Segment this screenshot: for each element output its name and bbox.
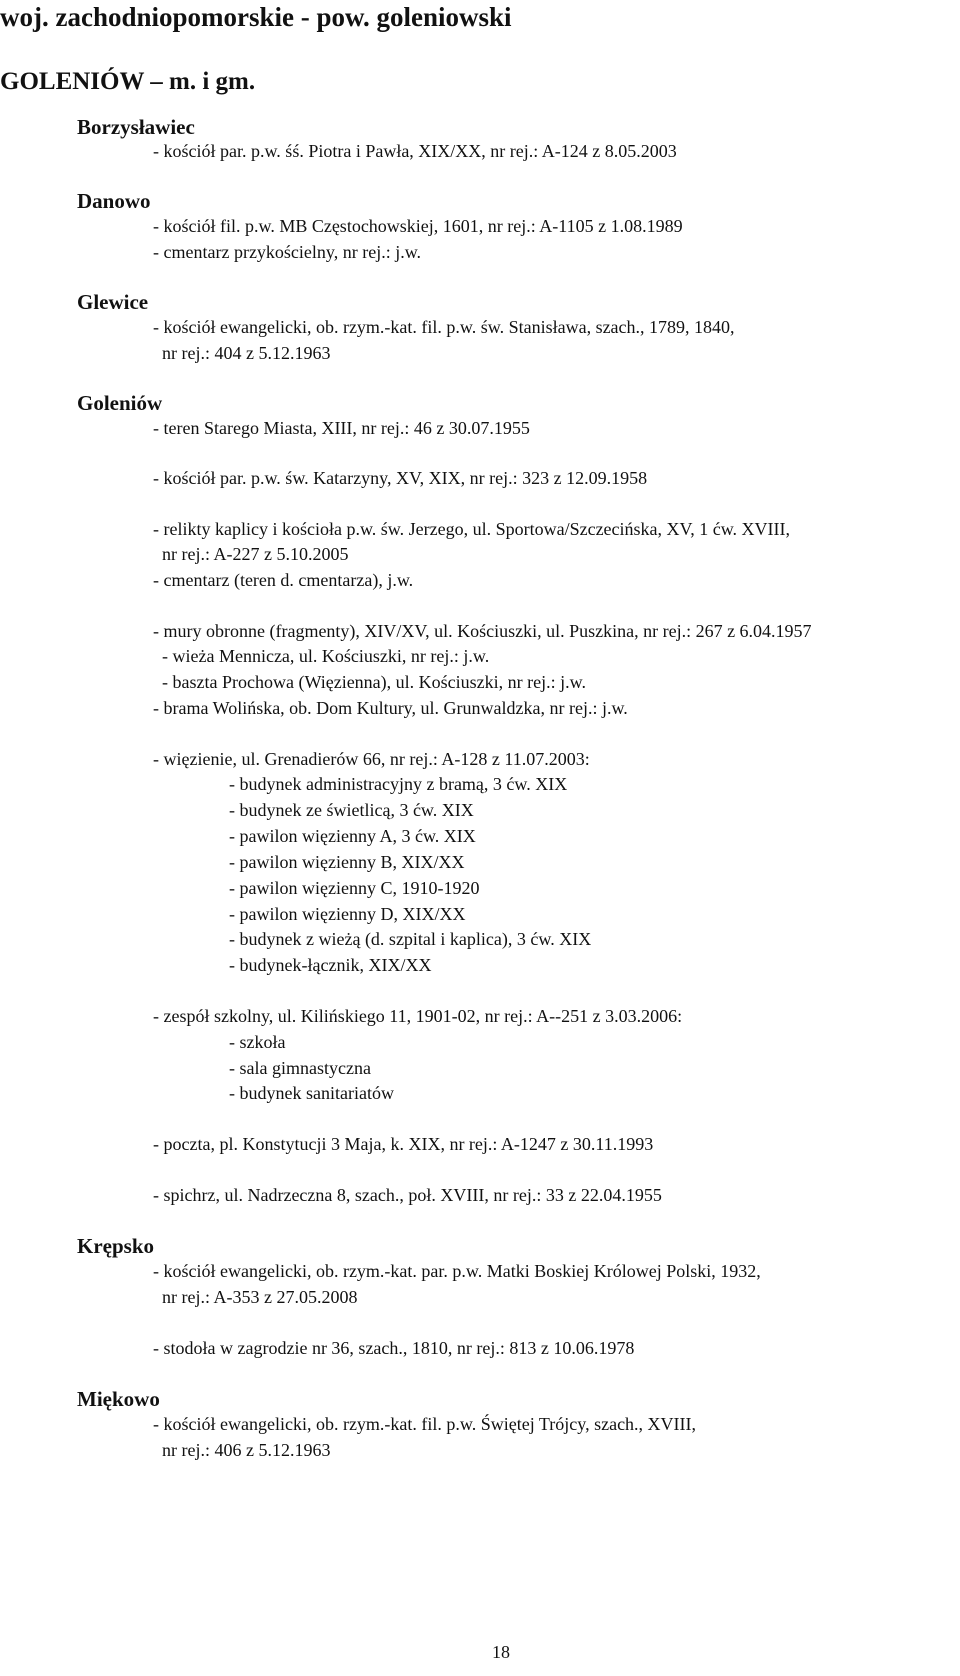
entry-line: - kościół par. p.w. śś. Piotra i Pawła, XIX/XX, nr rej.: A-124 z 8.05.2003	[153, 141, 677, 161]
entry-line: - kościół ewangelicki, ob. rzym.-kat. fil. p.w. św. Stanisława, szach., 1789, 1840,	[153, 317, 735, 337]
region-header: woj. zachodniopomorskie - pow. goleniowski	[0, 2, 512, 32]
entry-subline: - wieża Mennicza, ul. Kościuszki, nr rej.: j.w.	[162, 646, 490, 666]
entry-line: - teren Starego Miasta, XIII, nr rej.: 46 z 30.07.1955	[153, 418, 530, 438]
entry-line-continued: nr rej.: 406 z 5.12.1963	[162, 1440, 331, 1460]
entry-line: - kościół ewangelicki, ob. rzym.-kat. fil. p.w. Świętej Trójcy, szach., XVIII,	[153, 1414, 697, 1434]
entry-subline: - pawilon więzienny B, XIX/XX	[229, 852, 465, 872]
locality-krepsko: Krępsko	[77, 1234, 155, 1258]
entry-subline: - pawilon więzienny A, 3 ćw. XIX	[229, 826, 476, 846]
entry-subline: - sala gimnastyczna	[229, 1058, 371, 1078]
entry-subline: - pawilon więzienny D, XIX/XX	[229, 904, 466, 924]
entry-line: - relikty kaplicy i kościoła p.w. św. Jerzego, ul. Sportowa/Szczecińska, XV, 1 ćw. XVIII,	[153, 519, 791, 539]
entry-line: - zespół szkolny, ul. Kilińskiego 11, 1901-02, nr rej.: A--251 z 3.03.2006:	[153, 1006, 683, 1026]
entry-line: - kościół ewangelicki, ob. rzym.-kat. par. p.w. Matki Boskiej Królowej Polski, 1932,	[153, 1261, 761, 1281]
entry-subline: - budynek ze świetlicą, 3 ćw. XIX	[229, 800, 474, 820]
entry-subline: - budynek-łącznik, XIX/XX	[229, 955, 432, 975]
entry-subline: - szkoła	[229, 1032, 286, 1052]
locality-miekowo: Miękowo	[77, 1387, 160, 1411]
locality-danowo: Danowo	[77, 189, 151, 213]
entry-line-continued: nr rej.: 404 z 5.12.1963	[162, 343, 331, 363]
entry-line: - brama Wolińska, ob. Dom Kultury, ul. Grunwaldzka, nr rej.: j.w.	[153, 698, 628, 718]
entry-subline: - baszta Prochowa (Więzienna), ul. Kościuszki, nr rej.: j.w.	[162, 672, 586, 692]
municipality-heading: GOLENIÓW – m. i gm.	[0, 68, 256, 95]
page-number: 18	[492, 1642, 510, 1662]
locality-borzyslawiec: Borzysławiec	[77, 115, 195, 139]
entry-line: - cmentarz przykościelny, nr rej.: j.w.	[153, 242, 422, 262]
entry-line: - cmentarz (teren d. cmentarza), j.w.	[153, 570, 414, 590]
locality-goleniow: Goleniów	[77, 391, 163, 415]
entry-line: - kościół fil. p.w. MB Częstochowskiej, 1601, nr rej.: A-1105 z 1.08.1989	[153, 216, 683, 236]
entry-line: - mury obronne (fragmenty), XIV/XV, ul. Kościuszki, ul. Puszkina, nr rej.: 267 z 6.04.1957	[153, 621, 812, 641]
entry-line: - więzienie, ul. Grenadierów 66, nr rej.: A-128 z 11.07.2003:	[153, 749, 590, 769]
entry-line-continued: nr rej.: A-353 z 27.05.2008	[162, 1287, 358, 1307]
locality-glewice: Glewice	[77, 290, 149, 314]
entry-subline: - budynek administracyjny z bramą, 3 ćw. XIX	[229, 774, 568, 794]
entry-line: - kościół par. p.w. św. Katarzyny, XV, XIX, nr rej.: 323 z 12.09.1958	[153, 468, 648, 488]
entry-line: - poczta, pl. Konstytucji 3 Maja, k. XIX, nr rej.: A-1247 z 30.11.1993	[153, 1134, 654, 1154]
entry-line: - spichrz, ul. Nadrzeczna 8, szach., poł. XVIII, nr rej.: 33 z 22.04.1955	[153, 1185, 662, 1205]
entry-subline: - budynek z wieżą (d. szpital i kaplica), 3 ćw. XIX	[229, 929, 592, 949]
entry-line-continued: nr rej.: A-227 z 5.10.2005	[162, 544, 349, 564]
entry-line: - stodoła w zagrodzie nr 36, szach., 1810, nr rej.: 813 z 10.06.1978	[153, 1338, 635, 1358]
entry-subline: - pawilon więzienny C, 1910-1920	[229, 878, 480, 898]
entry-subline: - budynek sanitariatów	[229, 1083, 394, 1103]
